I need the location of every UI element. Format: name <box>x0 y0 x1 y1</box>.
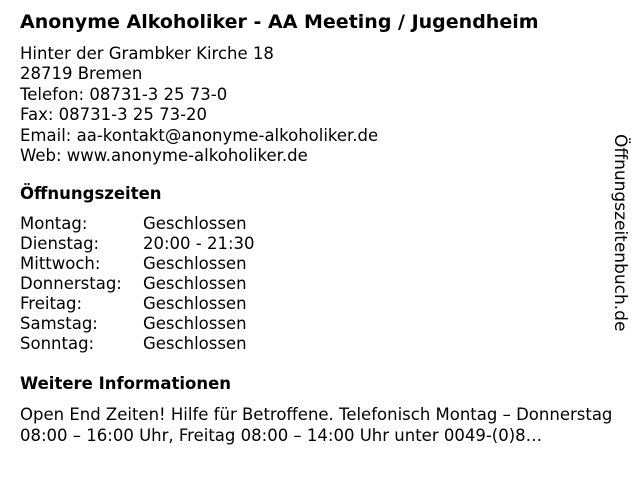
day-label: Freitag: <box>20 294 83 313</box>
day-label: Dienstag: <box>20 234 100 253</box>
day-label: Sonntag: <box>20 334 95 353</box>
page-title: Anonyme Alkoholiker - AA Meeting / Jugendheim <box>20 11 539 33</box>
day-label: Mittwoch: <box>20 254 101 273</box>
time-value: Geschlossen <box>143 334 247 353</box>
hours-row-saturday <box>20 314 320 334</box>
hours-row-friday <box>20 294 320 314</box>
time-value: Geschlossen <box>143 294 247 313</box>
contact-block <box>20 44 378 166</box>
watermark-text: Öffnungszeitenbuch.de <box>610 134 630 332</box>
website-address: Web: www.anonyme-alkoholiker.de <box>20 145 308 165</box>
hours-row-tuesday <box>20 234 320 254</box>
day-label: Samstag: <box>20 314 98 333</box>
hours-row-wednesday <box>20 254 320 274</box>
time-value: Geschlossen <box>143 274 247 293</box>
time-value: Geschlossen <box>143 314 247 333</box>
day-label: Montag: <box>20 214 88 233</box>
time-value: 20:00 - 21:30 <box>143 234 255 253</box>
more-info-heading: Weitere Informationen <box>20 374 232 393</box>
phone-number: Telefon: 08731-3 25 73-0 <box>20 84 228 104</box>
opening-hours-heading: Öffnungszeiten <box>20 184 162 203</box>
city-postcode: 28719 Bremen <box>20 64 143 84</box>
time-value: Geschlossen <box>143 214 247 233</box>
time-value: Geschlossen <box>143 254 247 273</box>
opening-hours-table <box>20 214 320 354</box>
day-label: Donnerstag: <box>20 274 122 293</box>
email-address: Email: aa-kontakt@anonyme-alkoholiker.de <box>20 125 379 145</box>
fax-number: Fax: 08731-3 25 73-20 <box>20 105 208 125</box>
more-info-text: Open End Zeiten! Hilfe für Betroffene. Telefonisch Montag – Donnerstag 08:00 – 16:00 Uhr, Freitag 08:00 – 14:00 Uhr unter 0049-(0)8… <box>20 405 613 445</box>
street-address: Hinter der Grambker Kirche 18 <box>20 44 274 63</box>
hours-row-sunday <box>20 334 320 354</box>
hours-row-thursday <box>20 274 320 294</box>
hours-row-monday <box>20 214 320 234</box>
watermark <box>600 134 640 364</box>
